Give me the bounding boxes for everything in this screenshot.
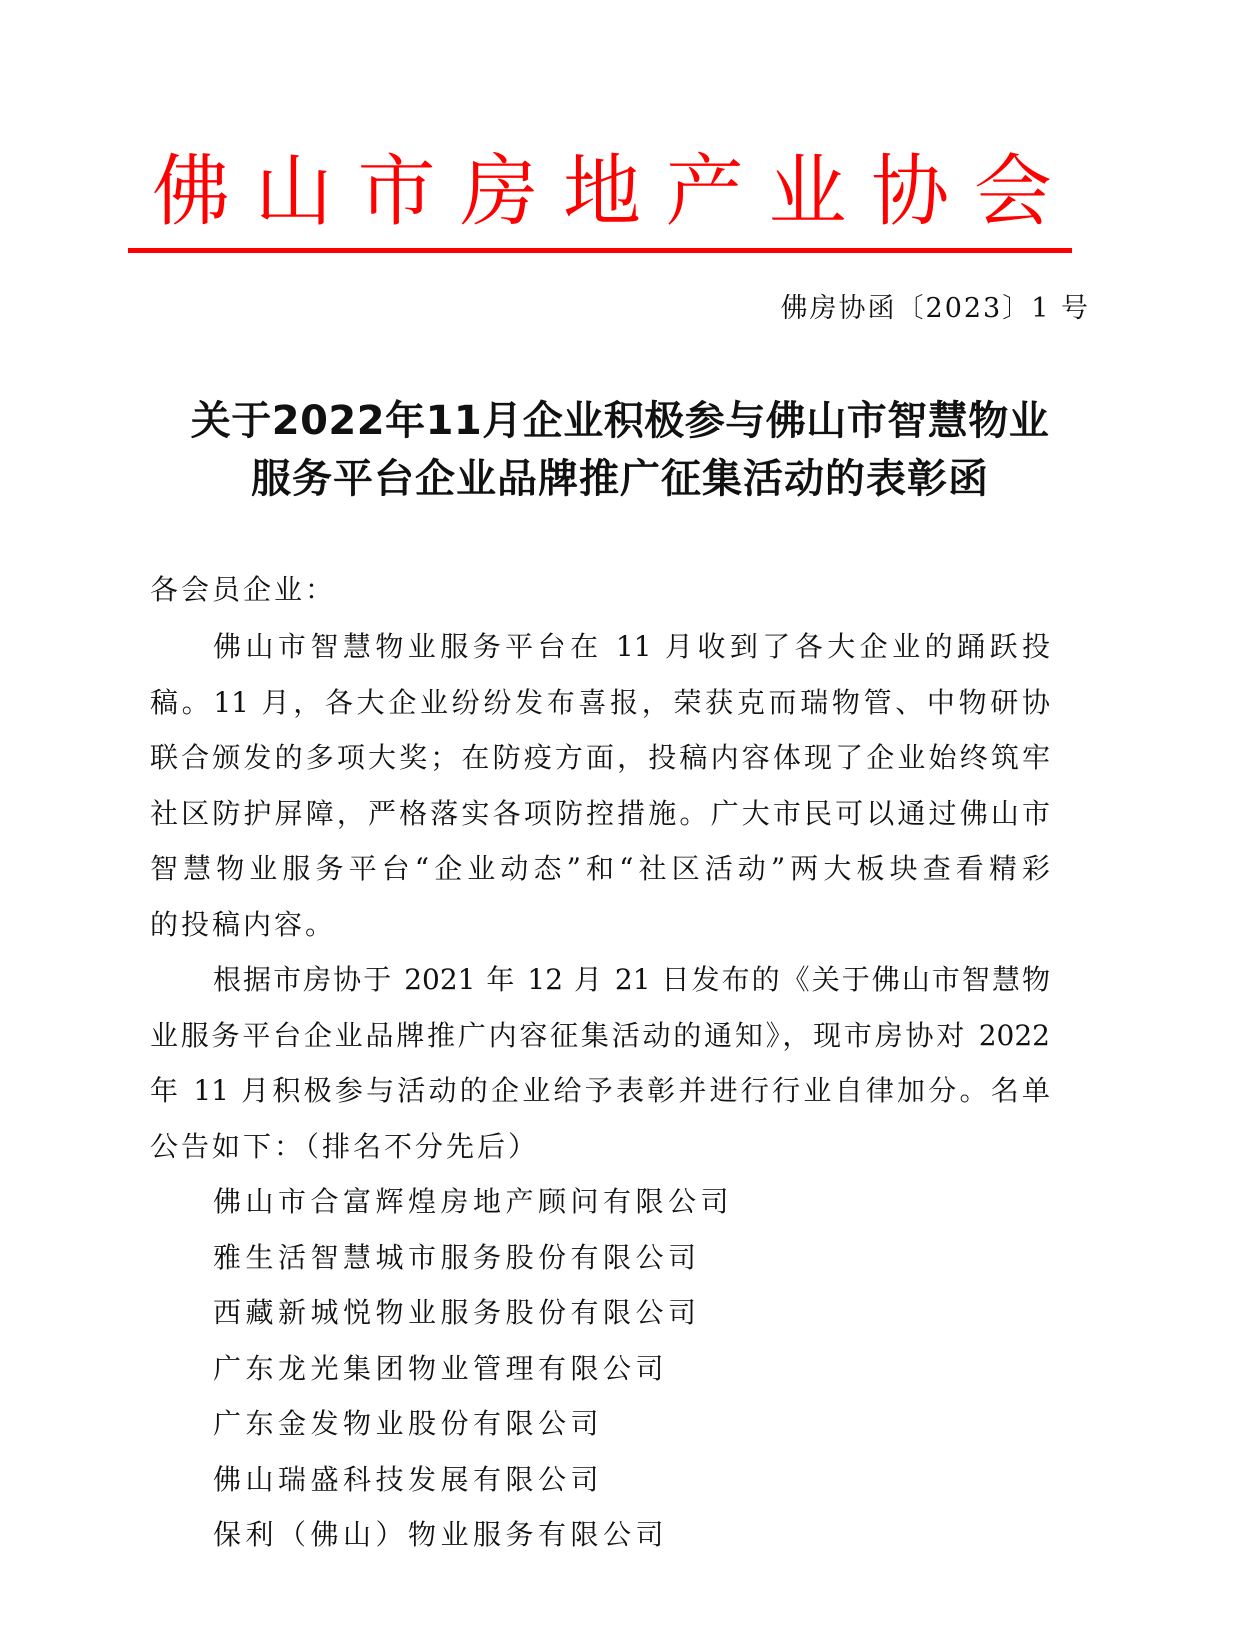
paragraph-1-line-6: 的投稿内容。 [150,908,337,941]
letterhead-char: 会 [973,147,1052,237]
letterhead-char: 业 [768,147,847,237]
company-list-item: 佛山瑞盛科技发展有限公司 [213,1463,604,1496]
letterhead-char: 协 [871,147,950,237]
letterhead-char: 地 [562,147,641,237]
company-list-item: 广东龙光集团物业管理有限公司 [213,1352,669,1385]
letterhead-char: 产 [665,147,744,237]
paragraph-1-line-2: 稿。11 月，各大企业纷纷发布喜报，荣获克而瑞物管、中物研协 [150,686,1050,719]
company-list-item: 保利（佛山）物业服务有限公司 [213,1518,669,1551]
paragraph-2-line-1: 根据市房协于 2021 年 12 月 21 日发布的《关于佛山市智慧物 [213,963,1050,996]
letterhead-char: 山 [254,147,333,237]
company-list-item: 佛山市合富辉煌房地产顾问有限公司 [213,1185,734,1218]
salutation: 各会员企业： [150,573,337,606]
organization-letterhead [128,148,1072,236]
paragraph-2-line-4: 公告如下：（排名不分先后） [150,1130,540,1163]
letterhead-char: 市 [357,147,436,237]
paragraph-2-line-3: 年 11 月积极参与活动的企业给予表彰并进行行业自律加分。名单 [150,1074,1050,1107]
paragraph-1-line-1: 佛山市智慧物业服务平台在 11 月收到了各大企业的踊跃投 [213,630,1050,663]
paragraph-1-line-3: 联合颁发的多项大奖；在防疫方面，投稿内容体现了企业始终筑牢 [150,741,1050,774]
document-number: 佛房协函〔2023〕1 号 [780,293,1090,324]
letterhead-char: 房 [460,147,539,237]
paragraph-2-line-2: 业服务平台企业品牌推广内容征集活动的通知》，现市房协对 2022 [150,1019,1050,1052]
company-list-item: 西藏新城悦物业服务股份有限公司 [213,1296,701,1329]
document-title-line-1: 关于2022年11月企业积极参与佛山市智慧物业 [190,398,1050,444]
paragraph-1-line-5: 智慧物业服务平台“企业动态”和“社区活动”两大板块查看精彩 [150,852,1050,885]
paragraph-1-line-4: 社区防护屏障，严格落实各项防控措施。广大市民可以通过佛山市 [150,797,1050,830]
letterhead-char: 佛 [152,147,231,237]
document-title-line-2: 服务平台企业品牌推广征集活动的表彰函 [251,456,989,502]
company-list-item: 雅生活智慧城市服务股份有限公司 [213,1241,701,1274]
letterhead-divider [128,248,1072,253]
company-list-item: 广东金发物业股份有限公司 [213,1407,604,1440]
